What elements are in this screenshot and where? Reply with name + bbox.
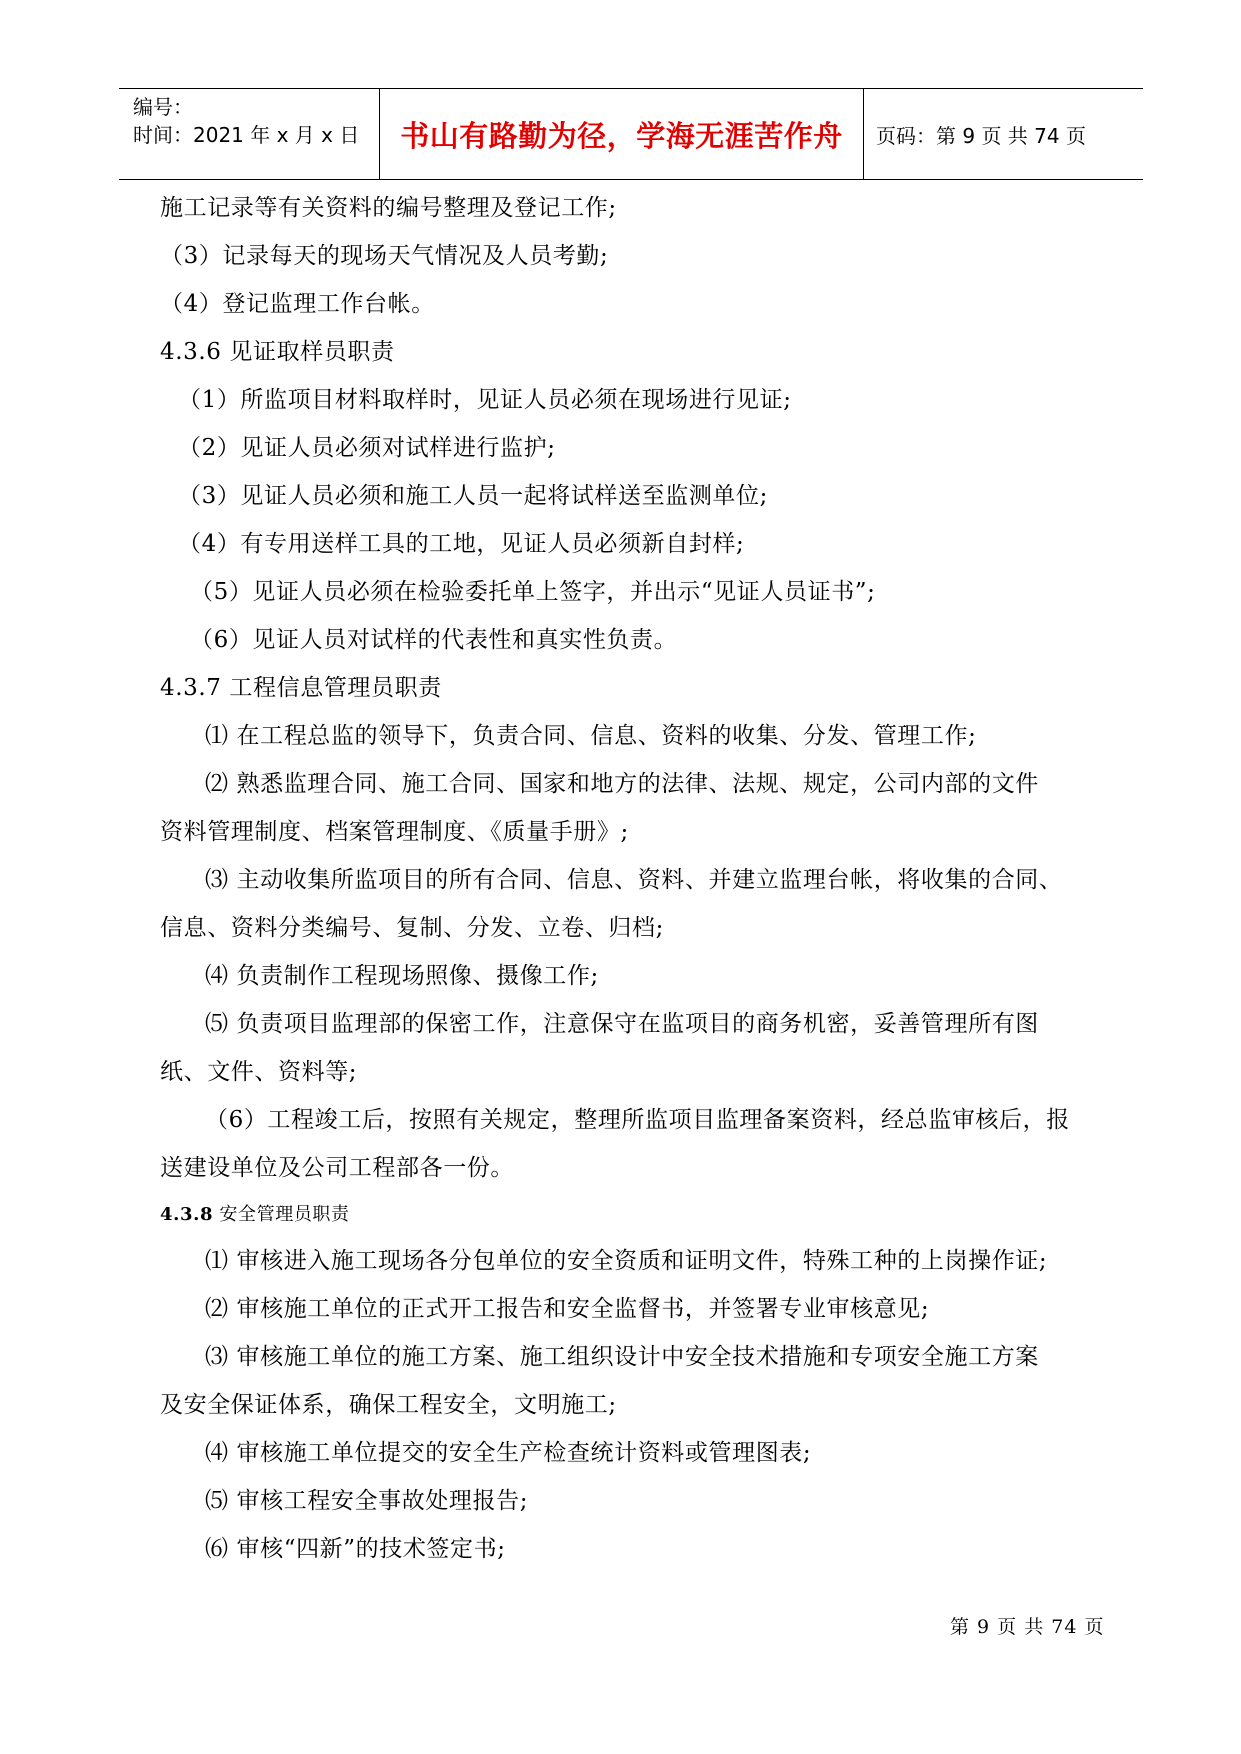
section-number-438: 4.3.8 (160, 1204, 214, 1225)
text-line: （4）有专用送样工具的工地，见证人员必须新自封样; (178, 531, 745, 557)
text-line: 送建设单位及公司工程部各一份。 (160, 1155, 514, 1181)
text-line: ⑸ 负责项目监理部的保密工作，注意保守在监项目的商务机密，妥善管理所有图 (205, 1011, 1039, 1037)
text-line: （3）记录每天的现场天气情况及人员考勤; (160, 243, 609, 269)
text-line: 及安全保证体系，确保工程安全，文明施工; (160, 1392, 617, 1418)
text-line: （5）见证人员必须在检验委托单上签字，并出示“见证人员证书”; (190, 579, 876, 605)
text-line: 信息、资料分类编号、复制、分发、立卷、归档; (160, 915, 664, 941)
text-line: ⑴ 在工程总监的领导下，负责合同、信息、资料的收集、分发、管理工作; (205, 723, 977, 749)
text-line: ⑵ 审核施工单位的正式开工报告和安全监督书，并签署专业审核意见; (205, 1296, 930, 1322)
text-line: ⑷ 审核施工单位提交的安全生产检查统计资料或管理图表; (205, 1440, 812, 1466)
section-heading-437: 4.3.7 工程信息管理员职责 (160, 675, 442, 701)
text-line: ⑸ 审核工程安全事故处理报告; (205, 1488, 529, 1514)
text-line: （4）登记监理工作台帐。 (160, 291, 435, 317)
header-page-cell (864, 89, 1143, 179)
text-line: ⑶ 主动收集所监项目的所有合同、信息、资料、并建立监理台帐，将收集的合同、 (205, 867, 1063, 893)
number-label: 编号： (133, 95, 193, 119)
text-line: ⑶ 审核施工单位的施工方案、施工组织设计中安全技术措施和专项安全施工方案 (205, 1344, 1039, 1370)
page-number-label: 页码：第 9 页 共 74 页 (876, 123, 1086, 148)
text-line: （6）工程竣工后，按照有关规定，整理所监项目监理备案资料，经总监审核后，报 (205, 1107, 1070, 1133)
section-heading-438 (160, 1200, 350, 1230)
page-footer: 第 9 页 共 74 页 (950, 1616, 1105, 1638)
text-line: （3）见证人员必须和施工人员一起将试样送至监测单位; (178, 483, 768, 509)
time-label: 时间：2021 年 x 月 x 日 (133, 123, 360, 147)
motto-text: 书山有路勤为径，学海无涯苦作舟 (400, 118, 843, 153)
text-line: 资料管理制度、档案管理制度、《质量手册》; (160, 819, 629, 845)
header-meta (119, 89, 379, 179)
section-heading-436: 4.3.6 见证取样员职责 (160, 339, 395, 365)
text-line: ⑹ 审核“四新”的技术签定书; (205, 1536, 506, 1562)
text-line: 纸、文件、资料等; (160, 1059, 358, 1085)
text-line: （1）所监项目材料取样时，见证人员必须在现场进行见证; (178, 387, 792, 413)
text-line: ⑷ 负责制作工程现场照像、摄像工作; (205, 963, 599, 989)
text-line: 施工记录等有关资料的编号整理及登记工作; (160, 195, 617, 221)
text-line: （2）见证人员必须对试样进行监护; (178, 435, 556, 461)
document-header (119, 88, 1143, 180)
text-line: ⑵ 熟悉监理合同、施工合同、国家和地方的法律、法规、规定，公司内部的文件 (205, 771, 1039, 797)
section-title-438: 安全管理员职责 (213, 1204, 350, 1225)
text-line: （6）见证人员对试样的代表性和真实性负责。 (190, 627, 678, 653)
text-line: ⑴ 审核进入施工现场各分包单位的安全资质和证明文件，特殊工种的上岗操作证; (205, 1248, 1048, 1274)
header-motto-cell (379, 89, 864, 179)
